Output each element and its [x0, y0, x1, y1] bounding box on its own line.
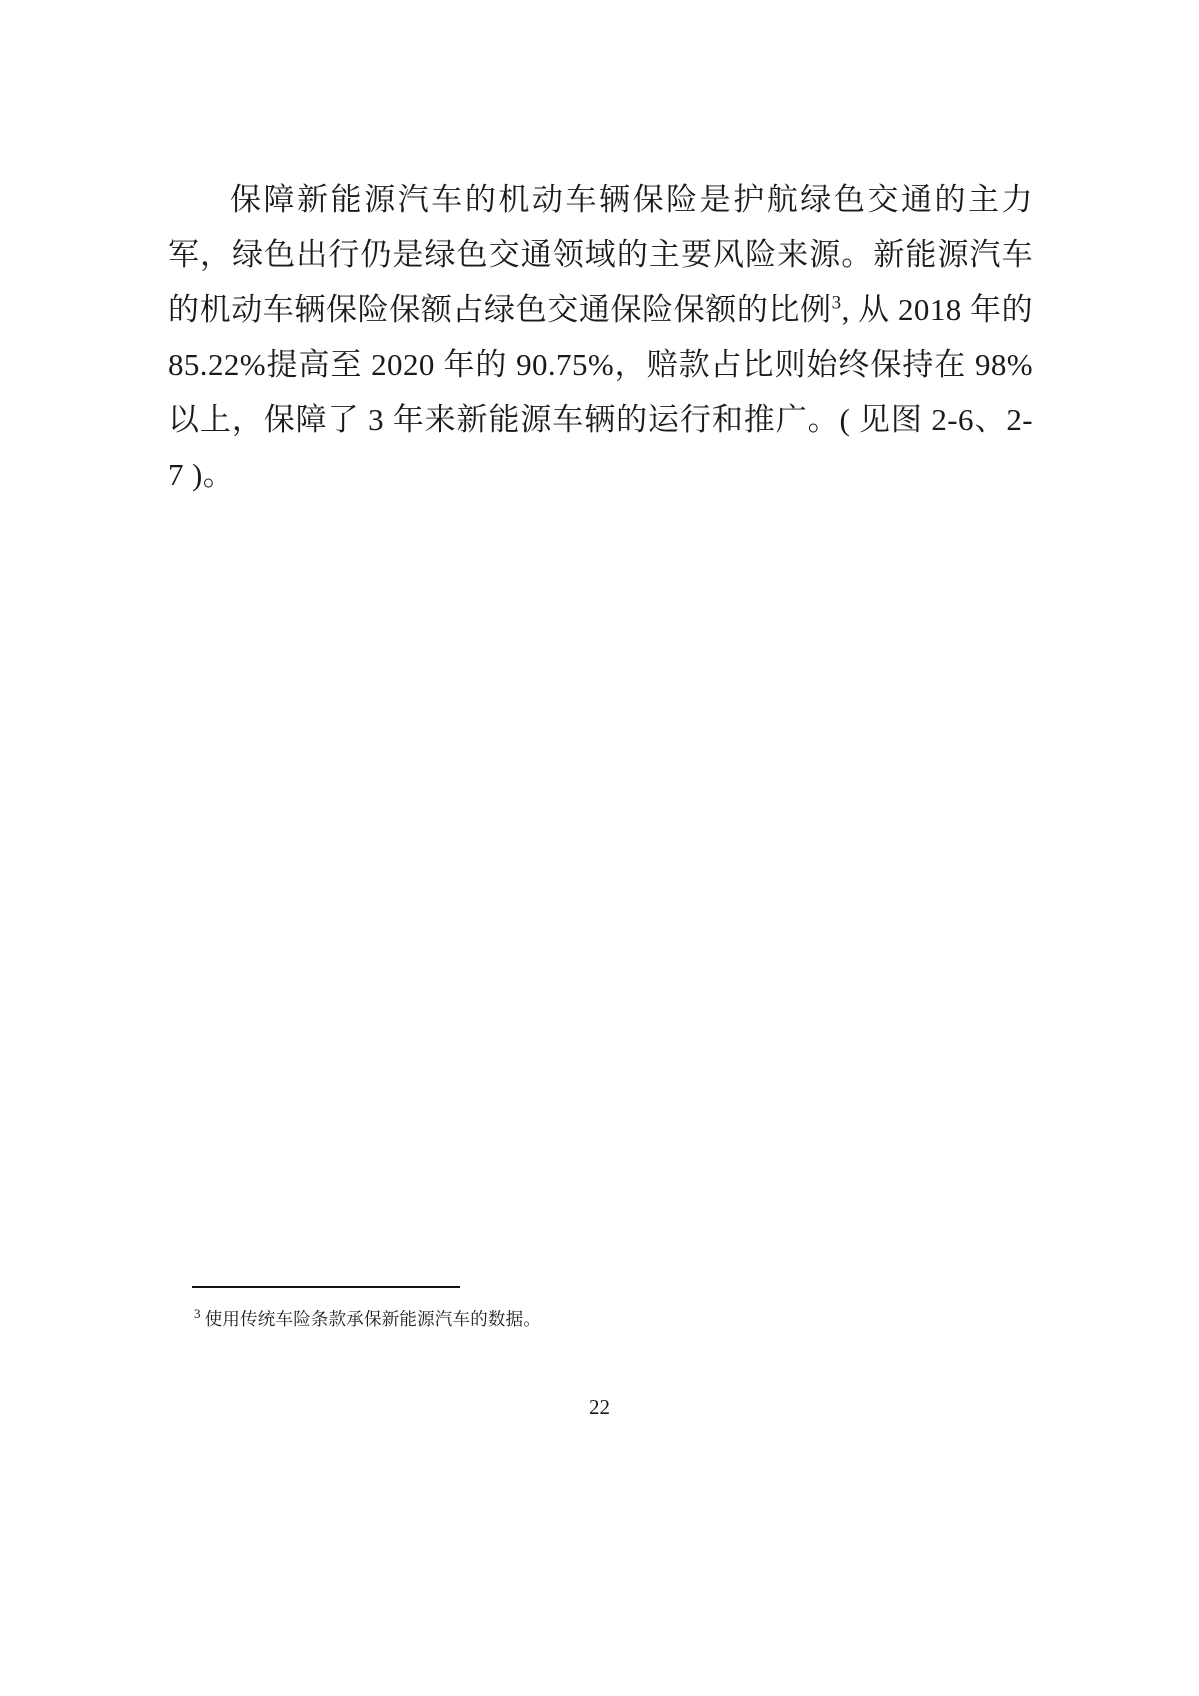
footnote-area — [168, 1286, 1033, 1332]
footnote-separator-rule — [192, 1286, 460, 1288]
footnote-entry — [194, 1306, 1033, 1332]
footnote-number: 3 — [194, 1306, 201, 1322]
paragraph-1 — [168, 172, 1033, 502]
footnote-reference-marker: 3 — [831, 292, 842, 314]
paragraph-1-text-after-footnote: , 从 2018 年的 85.22%提高至 2020 年的 90.75%，赔款占比则始终保持在 98%以上，保障了 3 年来新能源车辆的运行和推广。( 见图 2-6、2-7 )。 — [168, 292, 1033, 492]
body-text-block — [168, 172, 1033, 502]
paragraph-1-text-before-footnote: 保障新能源汽车的机动车辆保险是护航绿色交通的主力军，绿色出行仍是绿色交通领域的主要风险来源。新能源汽车的机动车辆保险保额占绿色交通保险保额的比例 — [168, 182, 1033, 327]
footnote-text: 使用传统车险条款承保新能源汽车的数据。 — [204, 1309, 542, 1329]
page-number: 22 — [589, 1395, 610, 1419]
